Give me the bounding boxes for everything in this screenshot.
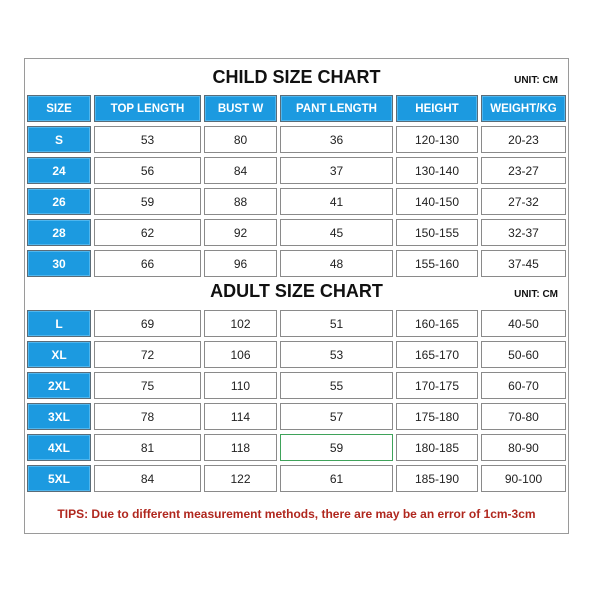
- pant-length-cell: 36: [280, 126, 393, 153]
- header-top-length: TOP LENGTH: [94, 95, 201, 122]
- weight-cell: 90-100: [481, 465, 566, 492]
- top-length-cell: 53: [94, 126, 201, 153]
- top-length-cell: 84: [94, 465, 201, 492]
- bust-w-cell: 88: [204, 188, 277, 215]
- weight-cell: 80-90: [481, 434, 566, 461]
- child-table-row: [25, 186, 568, 217]
- adult-title-row: [25, 279, 568, 305]
- pant-length-cell: 37: [280, 157, 393, 184]
- height-cell: 155-160: [396, 250, 478, 277]
- pant-length-cell: 61: [280, 465, 393, 492]
- child-title-row: [25, 65, 568, 91]
- height-cell: 185-190: [396, 465, 478, 492]
- size-label-cell: 5XL: [27, 465, 91, 492]
- weight-cell: 40-50: [481, 310, 566, 337]
- top-length-cell: 59: [94, 188, 201, 215]
- weight-cell: 32-37: [481, 219, 566, 246]
- child-header-row: [25, 93, 568, 124]
- pant-length-cell: 55: [280, 372, 393, 399]
- weight-cell: 20-23: [481, 126, 566, 153]
- size-label-cell: L: [27, 310, 91, 337]
- bust-w-cell: 92: [204, 219, 277, 246]
- adult-table-row: [25, 308, 568, 339]
- pant-length-cell: 57: [280, 403, 393, 430]
- header-pant-length: PANT LENGTH: [280, 95, 393, 122]
- top-length-cell: 62: [94, 219, 201, 246]
- adult-table-row: [25, 463, 568, 494]
- size-label-cell: 24: [27, 157, 91, 184]
- child-unit-label: UNIT: CM: [514, 75, 558, 86]
- child-table-row: [25, 248, 568, 279]
- child-table-row: [25, 155, 568, 186]
- size-label-cell: 30: [27, 250, 91, 277]
- height-cell: 140-150: [396, 188, 478, 215]
- bust-w-cell: 118: [204, 434, 277, 461]
- top-length-cell: 81: [94, 434, 201, 461]
- weight-cell: 23-27: [481, 157, 566, 184]
- top-length-cell: 72: [94, 341, 201, 368]
- top-length-cell: 66: [94, 250, 201, 277]
- adult-table-row: [25, 370, 568, 401]
- adult-table-row: [25, 432, 568, 463]
- weight-cell: 70-80: [481, 403, 566, 430]
- bust-w-cell: 110: [204, 372, 277, 399]
- weight-cell: 27-32: [481, 188, 566, 215]
- top-length-cell: 69: [94, 310, 201, 337]
- header-weight: WEIGHT/KG: [481, 95, 566, 122]
- adult-unit-label: UNIT: CM: [514, 289, 558, 300]
- pant-length-cell: 48: [280, 250, 393, 277]
- pant-length-cell: 59: [280, 434, 393, 461]
- size-label-cell: 2XL: [27, 372, 91, 399]
- bust-w-cell: 84: [204, 157, 277, 184]
- bust-w-cell: 102: [204, 310, 277, 337]
- height-cell: 160-165: [396, 310, 478, 337]
- height-cell: 165-170: [396, 341, 478, 368]
- weight-cell: 50-60: [481, 341, 566, 368]
- size-chart-sheet: [24, 58, 569, 534]
- bust-w-cell: 106: [204, 341, 277, 368]
- weight-cell: 37-45: [481, 250, 566, 277]
- header-height: HEIGHT: [396, 95, 478, 122]
- child-table-row: [25, 217, 568, 248]
- size-label-cell: 3XL: [27, 403, 91, 430]
- adult-table-row: [25, 401, 568, 432]
- tips-note: TIPS: Due to different measurement methods, there are may be an error of 1cm-3cm: [57, 507, 536, 521]
- bust-w-cell: 114: [204, 403, 277, 430]
- height-cell: 170-175: [396, 372, 478, 399]
- pant-length-cell: 51: [280, 310, 393, 337]
- size-label-cell: 26: [27, 188, 91, 215]
- child-table-row: [25, 124, 568, 155]
- height-cell: 120-130: [396, 126, 478, 153]
- bust-w-cell: 80: [204, 126, 277, 153]
- adult-table-row: [25, 339, 568, 370]
- weight-cell: 60-70: [481, 372, 566, 399]
- size-label-cell: 28: [27, 219, 91, 246]
- height-cell: 180-185: [396, 434, 478, 461]
- pant-length-cell: 53: [280, 341, 393, 368]
- header-bust-w: BUST W: [204, 95, 277, 122]
- size-label-cell: XL: [27, 341, 91, 368]
- top-length-cell: 78: [94, 403, 201, 430]
- top-length-cell: 75: [94, 372, 201, 399]
- height-cell: 150-155: [396, 219, 478, 246]
- adult-chart-title: ADULT SIZE CHART: [210, 281, 383, 301]
- height-cell: 175-180: [396, 403, 478, 430]
- bust-w-cell: 96: [204, 250, 277, 277]
- top-length-cell: 56: [94, 157, 201, 184]
- size-label-cell: S: [27, 126, 91, 153]
- size-label-cell: 4XL: [27, 434, 91, 461]
- height-cell: 130-140: [396, 157, 478, 184]
- pant-length-cell: 45: [280, 219, 393, 246]
- bust-w-cell: 122: [204, 465, 277, 492]
- pant-length-cell: 41: [280, 188, 393, 215]
- header-size: SIZE: [27, 95, 91, 122]
- child-chart-title: CHILD SIZE CHART: [212, 67, 381, 87]
